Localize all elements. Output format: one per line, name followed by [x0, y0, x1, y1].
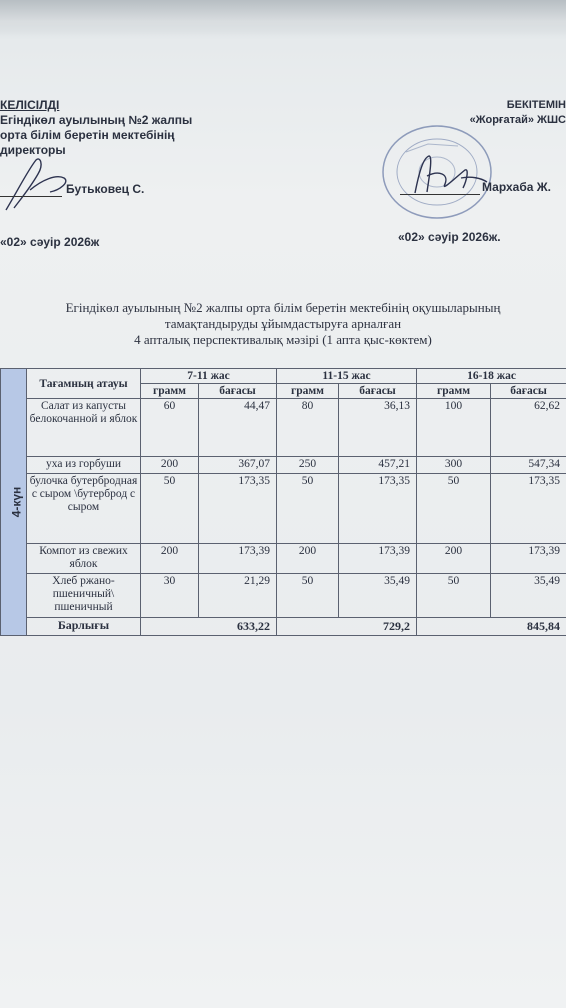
approval-right-heading: БЕКІТЕМІН [506, 99, 566, 111]
cell-price: 173,39 [199, 544, 277, 574]
header-price: бағасы [339, 384, 417, 399]
table-total-row [1, 618, 566, 636]
cell-price: 62,62 [491, 399, 566, 457]
menu-table [0, 368, 566, 636]
total-16-18: 845,84 [417, 618, 566, 636]
cell-gram: 200 [277, 544, 339, 574]
cell-gram: 300 [417, 457, 491, 474]
signature-line [0, 196, 62, 197]
total-11-15: 729,2 [277, 618, 417, 636]
cell-gram: 50 [417, 574, 491, 618]
table-row [1, 574, 566, 618]
day-label-cell [1, 369, 27, 636]
cell-price: 35,49 [339, 574, 417, 618]
total-7-11: 633,22 [141, 618, 277, 636]
approval-left-date: «02» сәуір 2026ж [0, 235, 100, 249]
total-label: Барлығы [27, 618, 141, 636]
document-title [0, 300, 566, 348]
cell-gram: 200 [417, 544, 491, 574]
cell-price: 21,29 [199, 574, 277, 618]
cell-price: 36,13 [339, 399, 417, 457]
dish-name: Салат из капусты белокочанной и яблок [27, 399, 141, 457]
approval-left-line: Егіндікөл ауылының №2 жалпы [0, 113, 193, 127]
approval-left-line: директоры [0, 143, 66, 157]
dish-name: Хлеб ржано-пшеничный\ пшеничный [27, 574, 141, 618]
table-header-row [1, 369, 566, 384]
left-signer-name: Бутьковец С. [66, 182, 145, 196]
cell-price: 457,21 [339, 457, 417, 474]
header-dish: Тағамның атауы [27, 369, 141, 399]
approval-left-block [0, 98, 230, 158]
header-gram: грамм [417, 384, 491, 399]
cell-price: 173,35 [491, 474, 566, 544]
day-label: 4-күн [9, 486, 24, 518]
cell-gram: 100 [417, 399, 491, 457]
cell-price: 173,39 [339, 544, 417, 574]
title-line-1: Егіндікөл ауылының №2 жалпы орта білім беретін мектебінің оқушыларының [65, 300, 501, 315]
table-row [1, 457, 566, 474]
cell-gram: 30 [141, 574, 199, 618]
cell-price: 35,49 [491, 574, 566, 618]
cell-gram: 50 [277, 574, 339, 618]
dish-name: Компот из свежих яблок [27, 544, 141, 574]
table-row [1, 399, 566, 457]
cell-gram: 50 [417, 474, 491, 544]
signature-line [400, 194, 480, 195]
approval-right-date: «02» сәуір 2026ж. [398, 230, 501, 244]
right-signer-name: Мархаба Ж. [482, 180, 551, 194]
header-age-group: 11-15 жас [277, 369, 417, 384]
header-price: бағасы [199, 384, 277, 399]
table-row [1, 544, 566, 574]
header-age-group: 7-11 жас [141, 369, 277, 384]
cell-gram: 200 [141, 544, 199, 574]
cell-price: 547,34 [491, 457, 566, 474]
cell-gram: 50 [141, 474, 199, 544]
approval-left-line: орта білім беретін мектебінің [0, 128, 175, 142]
cell-gram: 250 [277, 457, 339, 474]
header-age-group: 16-18 жас [417, 369, 566, 384]
cell-price: 367,07 [199, 457, 277, 474]
cell-price: 173,35 [339, 474, 417, 544]
cell-gram: 60 [141, 399, 199, 457]
header-gram: грамм [277, 384, 339, 399]
dish-name: уха из горбуши [27, 457, 141, 474]
cell-gram: 80 [277, 399, 339, 457]
header-price: бағасы [491, 384, 566, 399]
cell-price: 173,39 [491, 544, 566, 574]
cell-gram: 200 [141, 457, 199, 474]
cell-price: 173,35 [199, 474, 277, 544]
document-page [0, 30, 566, 1008]
header-gram: грамм [141, 384, 199, 399]
title-line-2: тамақтандыруды ұйымдастыруға арналған [164, 316, 402, 331]
dish-name: булочка бутербродная с сыром \бутерброд с сыром [27, 474, 141, 544]
title-line-3: 4 апталық перспективалық мәзірі (1 апта қыс-көктем) [134, 332, 432, 347]
table-row [1, 474, 566, 544]
approval-left-heading: КЕЛІСІЛДІ [0, 98, 60, 112]
cell-price: 44,47 [199, 399, 277, 457]
cell-gram: 50 [277, 474, 339, 544]
approval-right-org: «Жорғатай» ЖШС [469, 114, 566, 126]
